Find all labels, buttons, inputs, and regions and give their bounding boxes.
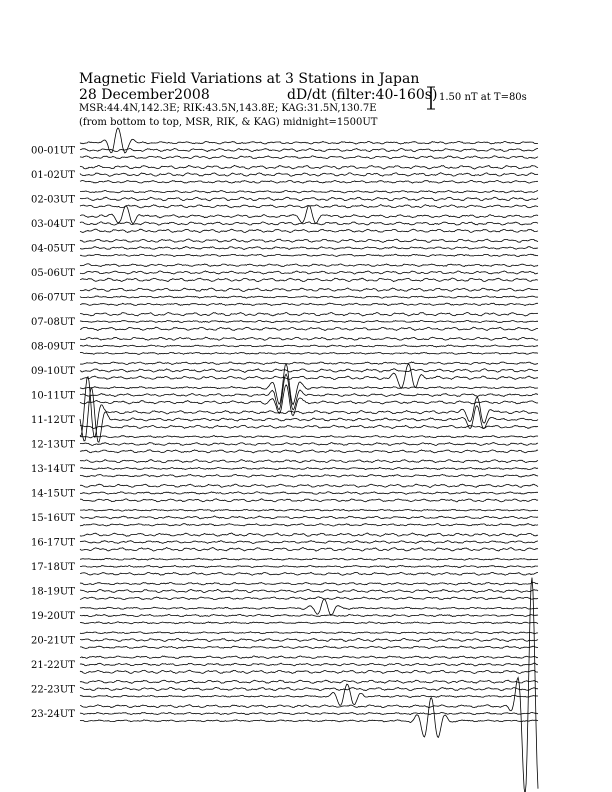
hour-label: 20-21UT — [31, 635, 75, 647]
trace-kag-hour-19 — [80, 599, 538, 615]
hour-label: 18-19UT — [31, 586, 75, 598]
hour-label: 16-17UT — [31, 537, 75, 549]
trace-msr-hour-4 — [80, 254, 538, 256]
trace-msr-hour-6 — [80, 303, 538, 305]
trace-kag-hour-20 — [80, 632, 538, 634]
trace-msr-hour-21 — [80, 670, 538, 673]
scale-label: 1.50 nT at T=80s — [439, 92, 527, 103]
trace-kag-hour-21 — [80, 656, 538, 659]
trace-msr-hour-3 — [80, 229, 538, 232]
trace-rik-hour-0 — [80, 148, 538, 151]
trace-kag-hour-15 — [80, 509, 538, 511]
trace-rik-hour-2 — [80, 197, 538, 201]
trace-msr-hour-16 — [80, 548, 538, 552]
hour-label: 08-09UT — [31, 341, 75, 353]
hour-label: 05-06UT — [31, 268, 75, 279]
hour-label: 19-20UT — [31, 611, 75, 622]
trace-msr-hour-15 — [80, 524, 538, 527]
trace-msr-hour-22 — [80, 684, 538, 705]
hour-label: 14-15UT — [31, 488, 75, 500]
trace-msr-hour-18 — [80, 597, 538, 600]
trace-rik-hour-3 — [80, 222, 538, 225]
hour-label: 22-23UT — [31, 684, 75, 696]
trace-rik-hour-1 — [80, 173, 538, 177]
trace-rik-hour-20 — [80, 638, 538, 641]
trace-msr-hour-20 — [80, 646, 538, 649]
trace-kag-hour-5 — [80, 264, 538, 267]
trace-msr-hour-19 — [80, 622, 538, 624]
trace-rik-hour-15 — [80, 516, 538, 519]
trace-kag-hour-2 — [80, 190, 538, 193]
hour-label: 12-13UT — [31, 439, 75, 451]
trace-rik-hour-22 — [80, 687, 538, 690]
trace-kag-hour-8 — [80, 337, 538, 340]
trace-kag-hour-22 — [80, 680, 538, 683]
trace-kag-hour-13 — [80, 460, 538, 463]
trace-rik-hour-5 — [80, 271, 538, 274]
hour-label: 11-12UT — [31, 415, 75, 426]
trace-kag-hour-4 — [80, 239, 538, 242]
hour-label: 00-01UT — [31, 145, 75, 157]
hour-label: 23-24UT — [31, 709, 75, 720]
hour-label: 04-05UT — [31, 243, 75, 255]
trace-kag-hour-9 — [80, 362, 538, 365]
trace-msr-hour-23 — [80, 698, 538, 738]
trace-rik-hour-6 — [80, 296, 538, 298]
trace-rik-hour-4 — [80, 247, 538, 250]
hour-label: 15-16UT — [31, 513, 75, 524]
trace-kag-hour-14 — [80, 484, 538, 487]
trace-rik-hour-12 — [80, 443, 538, 446]
hour-label: 03-04UT — [31, 219, 75, 230]
trace-msr-hour-17 — [80, 572, 538, 575]
trace-rik-hour-14 — [80, 492, 538, 495]
hour-label: 01-02UT — [31, 170, 75, 181]
trace-rik-hour-16 — [80, 541, 538, 544]
trace-msr-hour-12 — [80, 450, 538, 453]
trace-kag-hour-23 — [80, 578, 538, 792]
trace-msr-hour-8 — [80, 352, 538, 354]
trace-msr-hour-10 — [80, 385, 538, 416]
trace-msr-hour-7 — [80, 327, 538, 330]
trace-rik-hour-13 — [80, 467, 538, 469]
station-coordinates: MSR:44.4N,142.3E; RIK:43.5N,143.8E; KAG:31.5N,130.7E — [79, 103, 377, 114]
trace-rik-hour-21 — [80, 663, 538, 666]
trace-kag-hour-7 — [80, 312, 538, 316]
hour-label: 09-10UT — [31, 366, 75, 377]
hour-label: 02-03UT — [31, 194, 75, 206]
trace-msr-hour-0 — [80, 156, 538, 159]
chart-title: Magnetic Field Variations at 3 Stations in Japan — [79, 71, 420, 87]
component-label: dD/dt (filter:40-160s) — [287, 87, 438, 103]
hour-label: 21-22UT — [31, 660, 75, 671]
trace-rik-hour-11 — [80, 388, 538, 442]
trace-msr-hour-1 — [80, 180, 538, 183]
trace-kag-hour-1 — [80, 165, 538, 169]
trace-kag-hour-12 — [80, 436, 538, 438]
trace-rik-hour-9 — [80, 369, 538, 373]
trace-msr-hour-14 — [80, 499, 538, 502]
trace-rik-hour-7 — [80, 321, 538, 323]
trace-rik-hour-18 — [80, 589, 538, 592]
hour-label: 17-18UT — [31, 562, 75, 573]
trace-kag-hour-18 — [80, 582, 538, 585]
trace-kag-hour-3 — [80, 206, 538, 224]
trace-rik-hour-8 — [80, 345, 538, 347]
trace-msr-hour-5 — [80, 278, 538, 282]
trace-kag-hour-6 — [80, 288, 538, 291]
trace-kag-hour-17 — [80, 558, 538, 560]
hour-label: 13-14UT — [31, 464, 75, 475]
trace-msr-hour-13 — [80, 475, 538, 478]
hour-label: 06-07UT — [31, 292, 75, 304]
trace-kag-hour-16 — [80, 533, 538, 536]
trace-msr-hour-9 — [80, 364, 538, 388]
hour-label: 10-11UT — [31, 390, 75, 402]
trace-order-note: (from bottom to top, MSR, RIK, & KAG) midnight=1500UT — [79, 117, 378, 128]
trace-rik-hour-23 — [80, 712, 538, 714]
hour-label: 07-08UT — [31, 317, 75, 328]
trace-rik-hour-19 — [80, 614, 538, 616]
date-label: 28 December2008 — [79, 87, 210, 103]
trace-rik-hour-17 — [80, 566, 538, 568]
